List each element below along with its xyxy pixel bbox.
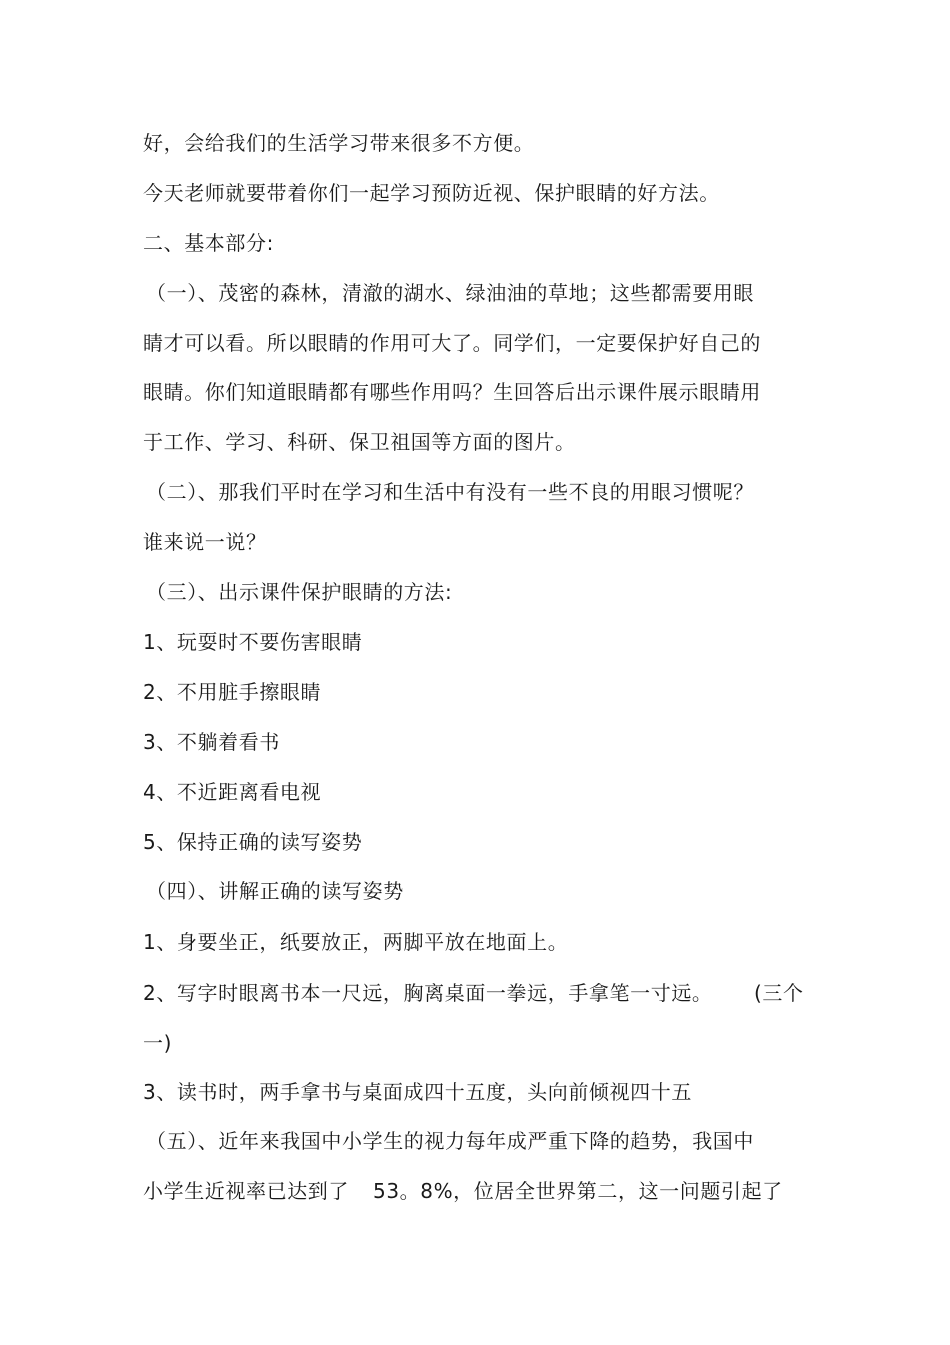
text-line: 好，会给我们的生活学习带来很多不方便。 [143, 131, 535, 155]
list-item: 3、读书时，两手拿书与桌面成四十五度，头向前倾视四十五 [143, 1080, 692, 1104]
text-line: 今天老师就要带着你们一起学习预防近视、保护眼睛的好方法。 [143, 181, 720, 205]
text-line: 于工作、学习、科研、保卫祖国等方面的图片。 [143, 430, 576, 454]
text-line: 一) [143, 1031, 173, 1055]
list-item: 2、不用脏手擦眼睛 [143, 680, 322, 704]
list-item: 2、写字时眼离书本一尺远，胸离桌面一拳远，手拿笔一寸远。 [143, 981, 713, 1005]
text-fragment: (三个 [754, 981, 804, 1005]
list-item: 3、不躺着看书 [143, 730, 280, 754]
list-item: 4、不近距离看电视 [143, 780, 322, 804]
list-item: 5、保持正确的读写姿势 [143, 830, 363, 854]
list-item: 1、身要坐正，纸要放正，两脚平放在地面上。 [143, 930, 569, 954]
text-line: 睛才可以看。所以眼睛的作用可大了。同学们，一定要保护好自己的 [143, 331, 761, 355]
text-line: 眼睛。你们知道眼睛都有哪些作用吗？生回答后出示课件展示眼睛用 [143, 380, 761, 404]
list-item: 1、玩耍时不要伤害眼睛 [143, 630, 363, 654]
text-line: （二）、那我们平时在学习和生活中有没有一些不良的用眼习惯呢？ [146, 480, 754, 504]
text-line: 谁来说一说？ [143, 530, 267, 554]
text-line: （四）、讲解正确的读写姿势 [146, 879, 404, 903]
text-line: （五）、近年来我国中小学生的视力每年成严重下降的趋势，我国中 [146, 1129, 754, 1153]
section-heading: 二、基本部分: [143, 231, 274, 255]
text-line: （三）、出示课件保护眼睛的方法: [146, 580, 453, 604]
text-line: （一）、茂密的森林，清澈的湖水、绿油油的草地；这些都需要用眼 [146, 281, 754, 305]
text-line: 小学生近视率已达到了 [143, 1179, 349, 1203]
text-fragment: 53。8%，位居全世界第二，这一问题引起了 [373, 1179, 783, 1203]
